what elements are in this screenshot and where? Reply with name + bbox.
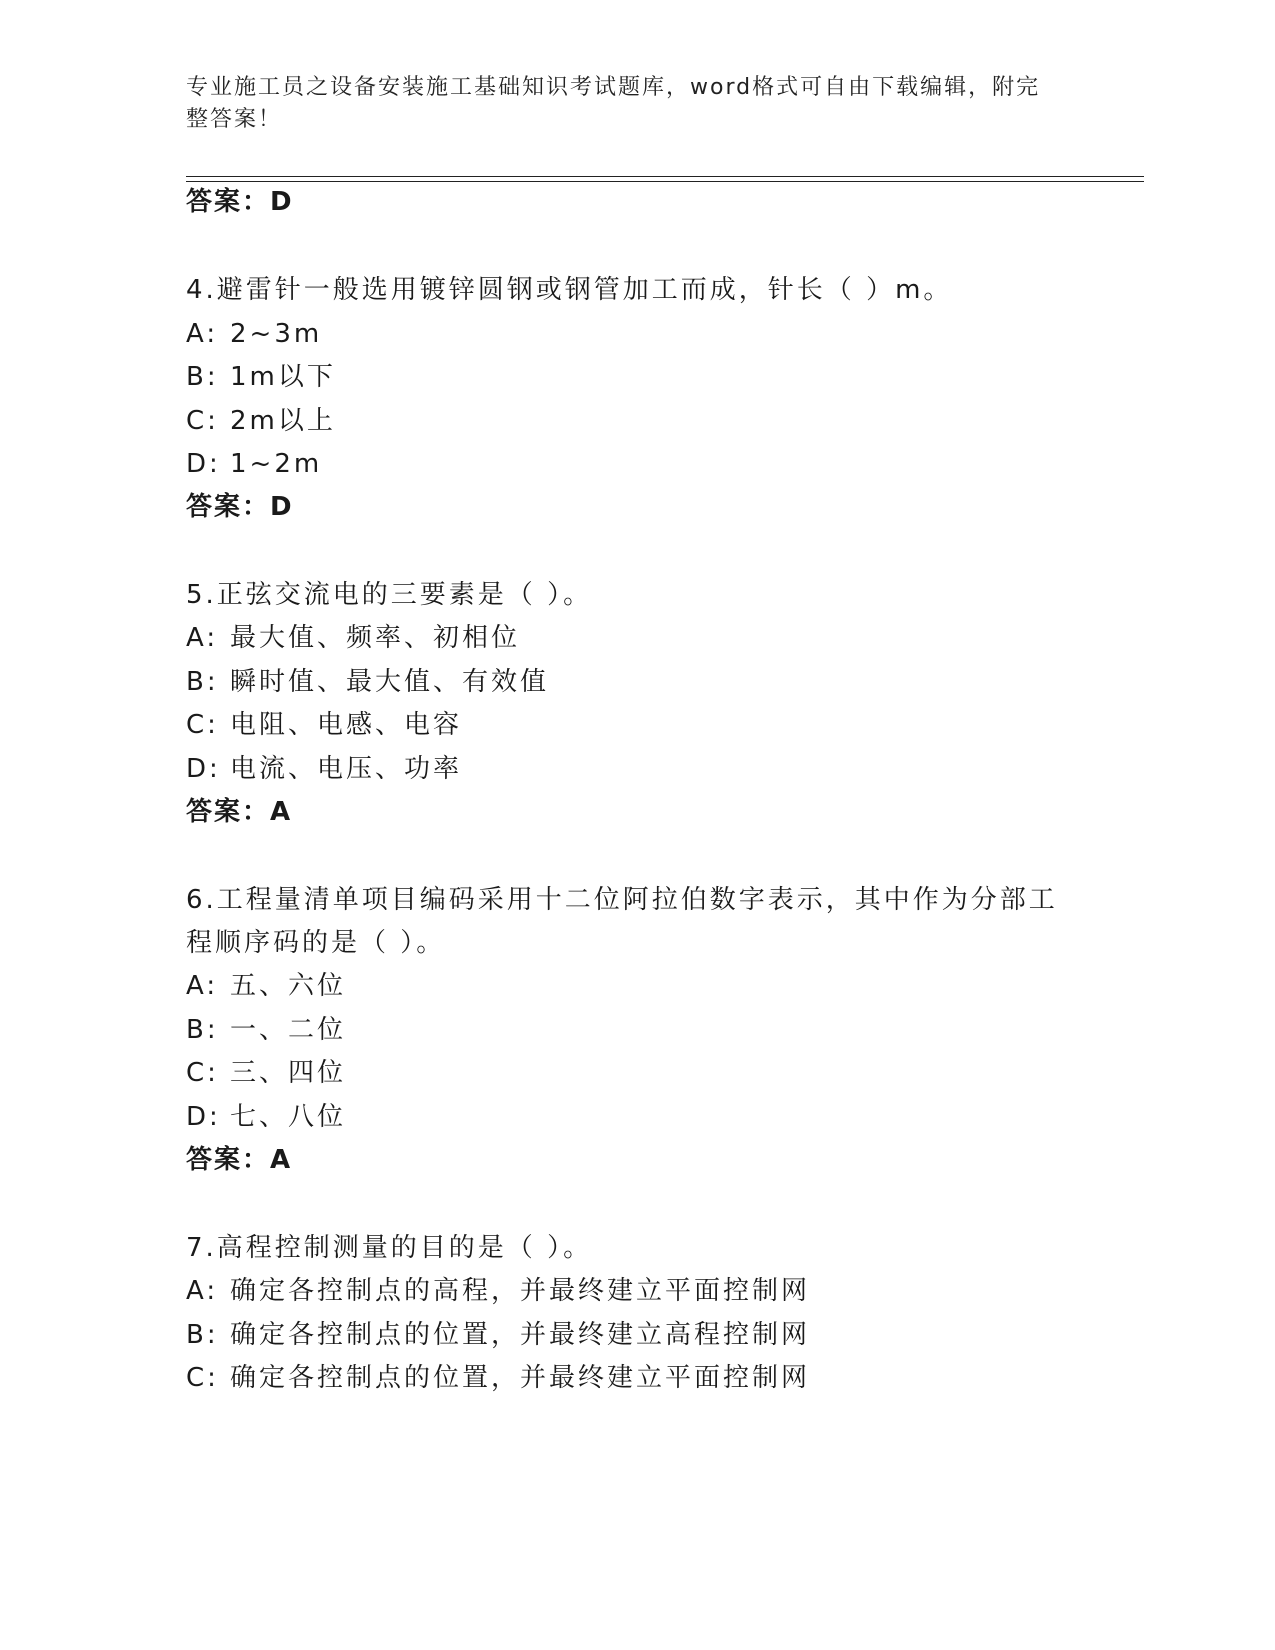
option-text: 确定各控制点的高程，并最终建立平面控制网 bbox=[230, 1276, 811, 1306]
question-4-option-c bbox=[186, 403, 336, 439]
option-letter: A: bbox=[186, 319, 219, 349]
header-divider-bottom bbox=[186, 181, 1144, 182]
option-letter: A: bbox=[186, 623, 219, 653]
option-text: 七、八位 bbox=[230, 1102, 347, 1132]
option-letter: D: bbox=[186, 1102, 221, 1132]
question-6-option-a bbox=[186, 968, 346, 1004]
question-5-option-d bbox=[186, 751, 462, 787]
question-7-stem: 7.高程控制测量的目的是（ ）。 bbox=[186, 1233, 593, 1263]
option-text: 确定各控制点的位置，并最终建立高程控制网 bbox=[230, 1320, 811, 1350]
previous-answer: 答案：D bbox=[186, 187, 294, 217]
option-letter: B: bbox=[186, 1320, 219, 1350]
question-5-stem: 5.正弦交流电的三要素是（ ）。 bbox=[186, 580, 593, 610]
option-letter: C: bbox=[186, 1363, 219, 1393]
question-6-stem-line-2: 程顺序码的是（ ）。 bbox=[186, 928, 446, 958]
question-6-option-d bbox=[186, 1099, 346, 1135]
option-text: 瞬时值、最大值、有效值 bbox=[230, 667, 550, 697]
option-letter: D: bbox=[186, 754, 221, 784]
option-letter: C: bbox=[186, 406, 219, 436]
header-divider-top bbox=[186, 176, 1144, 177]
option-text: 1m以下 bbox=[230, 362, 336, 392]
option-text: 电流、电压、功率 bbox=[230, 754, 463, 784]
option-letter: C: bbox=[186, 1058, 219, 1088]
option-text: 五、六位 bbox=[230, 971, 347, 1001]
question-4-option-a bbox=[186, 316, 322, 352]
page-header bbox=[186, 72, 1066, 136]
question-7-option-a bbox=[186, 1273, 810, 1309]
option-letter: C: bbox=[186, 710, 219, 740]
question-5-option-a bbox=[186, 620, 520, 656]
question-4-stem: 4.避雷针一般选用镀锌圆钢或钢管加工而成，针长（ ）m。 bbox=[186, 275, 953, 305]
question-5-option-b bbox=[186, 664, 549, 700]
question-5-option-c bbox=[186, 707, 462, 743]
header-line-1: 专业施工员之设备安装施工基础知识考试题库，word格式可自由下载编辑，附完 bbox=[186, 75, 1041, 100]
question-6-answer: 答案：A bbox=[186, 1145, 293, 1175]
header-line-2: 整答案！ bbox=[186, 107, 283, 132]
question-4-option-d bbox=[186, 446, 322, 482]
option-text: 1~2m bbox=[230, 449, 323, 479]
option-letter: A: bbox=[186, 1276, 219, 1306]
option-text: 2m以上 bbox=[230, 406, 336, 436]
option-text: 电阻、电感、电容 bbox=[230, 710, 463, 740]
question-6-option-c bbox=[186, 1055, 346, 1091]
question-6-option-b bbox=[186, 1012, 346, 1048]
question-4-option-b bbox=[186, 359, 336, 395]
option-letter: B: bbox=[186, 362, 219, 392]
option-text: 一、二位 bbox=[230, 1015, 347, 1045]
question-7-option-c bbox=[186, 1360, 810, 1396]
option-text: 确定各控制点的位置，并最终建立平面控制网 bbox=[230, 1363, 811, 1393]
option-letter: D: bbox=[186, 449, 221, 479]
question-6-stem-line-1: 6.工程量清单项目编码采用十二位阿拉伯数字表示，其中作为分部工 bbox=[186, 885, 1058, 915]
question-4-answer: 答案：D bbox=[186, 492, 294, 522]
option-letter: B: bbox=[186, 1015, 219, 1045]
option-text: 2~3m bbox=[230, 319, 323, 349]
option-letter: B: bbox=[186, 667, 219, 697]
option-text: 三、四位 bbox=[230, 1058, 347, 1088]
option-text: 最大值、频率、初相位 bbox=[230, 623, 521, 653]
option-letter: A: bbox=[186, 971, 219, 1001]
question-5-answer: 答案：A bbox=[186, 797, 293, 827]
question-7-option-b bbox=[186, 1317, 810, 1353]
